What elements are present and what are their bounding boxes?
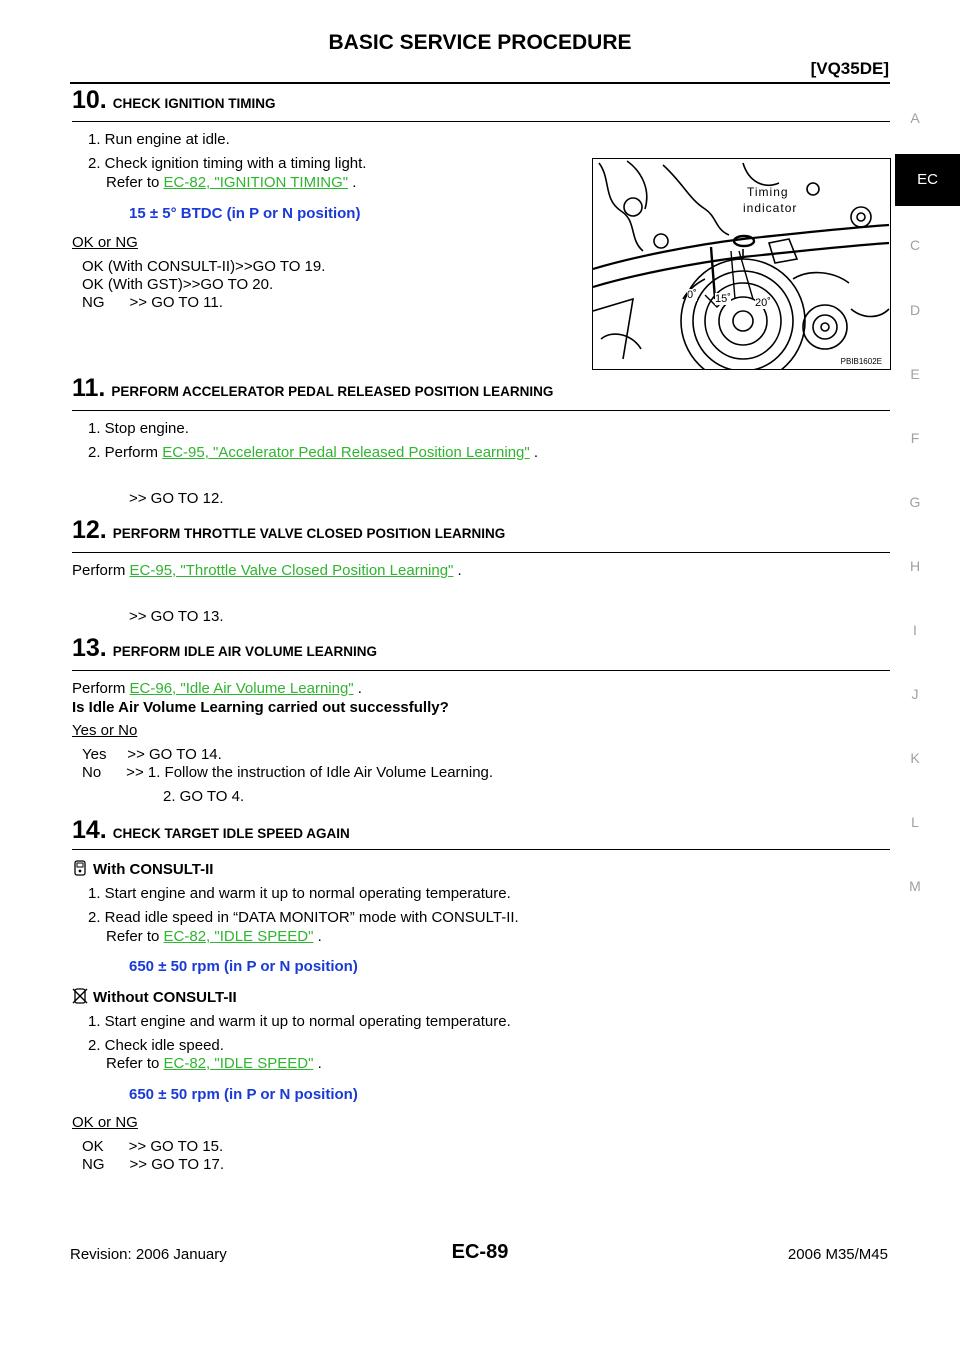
refer-text: Refer to — [106, 174, 164, 191]
step-10-rule — [72, 121, 890, 122]
spec-idle-speed-2: 650 ± 50 rpm (in P or N position) — [129, 1086, 358, 1103]
link-idle-speed-2[interactable]: EC-82, "IDLE SPEED" — [163, 1055, 314, 1072]
step-12-rule — [72, 552, 890, 553]
footer-model: 2006 M35/M45 — [787, 1246, 888, 1263]
figure-mark-20: 20˚ — [755, 297, 771, 309]
punct: . — [348, 174, 357, 191]
side-tab-label-ec: EC — [917, 171, 938, 188]
side-tab-d[interactable]: D — [909, 302, 921, 318]
consult-tester-icon — [72, 860, 88, 876]
spec-idle-speed-1: 650 ± 50 rpm (in P or N position) — [129, 958, 358, 975]
side-tab-a[interactable]: A — [910, 110, 920, 126]
figure-label-indicator: indicator — [743, 201, 798, 215]
perform-text: 2. Perform — [88, 444, 163, 461]
with-consult-label: With CONSULT-II — [93, 861, 214, 878]
ok-or-ng-label-2: OK or NG — [72, 1114, 138, 1131]
step-12-go: >> GO TO 13. — [129, 608, 224, 625]
link-throttle-learning[interactable]: EC-95, "Throttle Valve Closed Position Learning" — [129, 562, 454, 579]
step-13-question: Is Idle Air Volume Learning carried out successfully? — [72, 699, 449, 716]
figure-mark-0: 0˚ — [687, 289, 697, 301]
step-13-result-1: Yes >> GO TO 14. — [82, 746, 222, 763]
page-number: EC-89 — [451, 1241, 509, 1263]
engine-illustration — [593, 159, 890, 369]
step-13-heading — [72, 634, 377, 663]
side-tab-f[interactable]: F — [910, 430, 920, 446]
step-13-rule — [72, 670, 890, 671]
punct: . — [313, 928, 322, 945]
side-tab-j[interactable]: J — [911, 686, 919, 702]
side-tab-m[interactable]: M — [909, 878, 921, 894]
step-13-result-2: No >> 1. Follow the instruction of Idle Air Volume Learning. — [82, 764, 494, 781]
without-consult-heading — [72, 988, 237, 1007]
step-10-result-3: NG >> GO TO 11. — [82, 294, 223, 311]
footer-revision: Revision: 2006 January — [70, 1246, 227, 1263]
step-14-with-3 — [106, 928, 322, 946]
step-10-result-2: OK (With GST)>>GO TO 20. — [82, 276, 274, 293]
step-10-line-3 — [106, 174, 356, 192]
step-14-number: 14. — [72, 816, 107, 844]
without-consult-label: Without CONSULT-II — [93, 989, 237, 1006]
step-14-without-3 — [106, 1055, 322, 1073]
step-10-result-1: OK (With CONSULT-II)>>GO TO 19. — [82, 258, 326, 275]
side-tab-l[interactable]: L — [911, 814, 919, 830]
step-12-line-1 — [72, 562, 462, 580]
figure-code: PBIB1602E — [840, 357, 882, 366]
step-12-number: 12. — [72, 516, 107, 544]
step-11-rule — [72, 410, 890, 411]
link-idle-speed-1[interactable]: EC-82, "IDLE SPEED" — [163, 928, 314, 945]
step-13-number: 13. — [72, 634, 107, 662]
no-consult-tester-icon — [72, 988, 88, 1004]
side-tab-g[interactable]: G — [909, 494, 921, 510]
step-10-line-1: 1. Run engine at idle. — [88, 131, 230, 148]
link-idle-air-learning[interactable]: EC-96, "Idle Air Volume Learning" — [129, 680, 354, 697]
engine-code: [VQ35DE] — [810, 59, 889, 78]
step-11-heading — [72, 374, 553, 403]
timing-indicator-figure — [592, 158, 891, 370]
with-consult-heading — [72, 860, 213, 879]
perform-text: Perform — [72, 680, 130, 697]
punct: . — [353, 680, 362, 697]
header-rule — [70, 82, 890, 84]
ok-or-ng-label: OK or NG — [72, 234, 138, 251]
refer-text: Refer to — [106, 1055, 164, 1072]
step-11-number: 11. — [72, 374, 106, 402]
step-14-with-2: 2. Read idle speed in “DATA MONITOR” mode with CONSULT-II. — [88, 909, 519, 926]
step-13-title: PERFORM IDLE AIR VOLUME LEARNING — [112, 644, 378, 659]
step-14-title: CHECK TARGET IDLE SPEED AGAIN — [112, 826, 350, 841]
step-13-result-3: 2. GO TO 4. — [163, 788, 245, 805]
step-12-heading — [72, 516, 505, 545]
step-14-rule — [72, 849, 890, 850]
perform-text: Perform — [72, 562, 130, 579]
step-11-go: >> GO TO 12. — [129, 490, 224, 507]
step-12-title: PERFORM THROTTLE VALVE CLOSED POSITION LEARNING — [112, 526, 506, 541]
side-tab-i[interactable]: I — [913, 622, 917, 638]
side-tab-active[interactable] — [895, 154, 960, 206]
side-tab-h[interactable]: H — [909, 558, 921, 574]
punct: . — [453, 562, 462, 579]
punct: . — [313, 1055, 322, 1072]
side-tab-k[interactable]: K — [910, 750, 920, 766]
step-10-title: CHECK IGNITION TIMING — [112, 96, 276, 111]
link-accel-pedal-learning[interactable]: EC-95, "Accelerator Pedal Released Position Learning" — [162, 444, 530, 461]
step-11-line-1: 1. Stop engine. — [88, 420, 189, 437]
step-11-title: PERFORM ACCELERATOR PEDAL RELEASED POSITION LEARNING — [111, 384, 554, 399]
step-14-without-1: 1. Start engine and warm it up to normal operating temperature. — [88, 1013, 511, 1030]
figure-label-timing: Timing — [747, 185, 789, 199]
step-14-result-2: NG >> GO TO 17. — [82, 1156, 225, 1173]
yes-or-no-label: Yes or No — [72, 722, 138, 739]
spec-ignition-timing: 15 ± 5° BTDC (in P or N position) — [129, 205, 361, 222]
step-14-result-1: OK >> GO TO 15. — [82, 1138, 224, 1155]
step-10-line-2: 2. Check ignition timing with a timing light. — [88, 155, 367, 172]
link-ignition-timing[interactable]: EC-82, "IGNITION TIMING" — [163, 174, 349, 191]
step-13-line-1 — [72, 680, 362, 698]
refer-text: Refer to — [106, 928, 164, 945]
side-tab-e[interactable]: E — [910, 366, 920, 382]
step-10-heading — [72, 86, 276, 115]
step-10-number: 10. — [72, 86, 107, 114]
step-14-without-2: 2. Check idle speed. — [88, 1037, 224, 1054]
page-title: BASIC SERVICE PROCEDURE — [328, 31, 632, 54]
step-14-heading — [72, 816, 350, 845]
figure-mark-15: 15˚ — [715, 293, 731, 305]
step-14-with-1: 1. Start engine and warm it up to normal operating temperature. — [88, 885, 511, 902]
side-tab-c[interactable]: C — [909, 237, 921, 253]
step-11-line-2 — [88, 444, 538, 462]
punct: . — [529, 444, 539, 461]
